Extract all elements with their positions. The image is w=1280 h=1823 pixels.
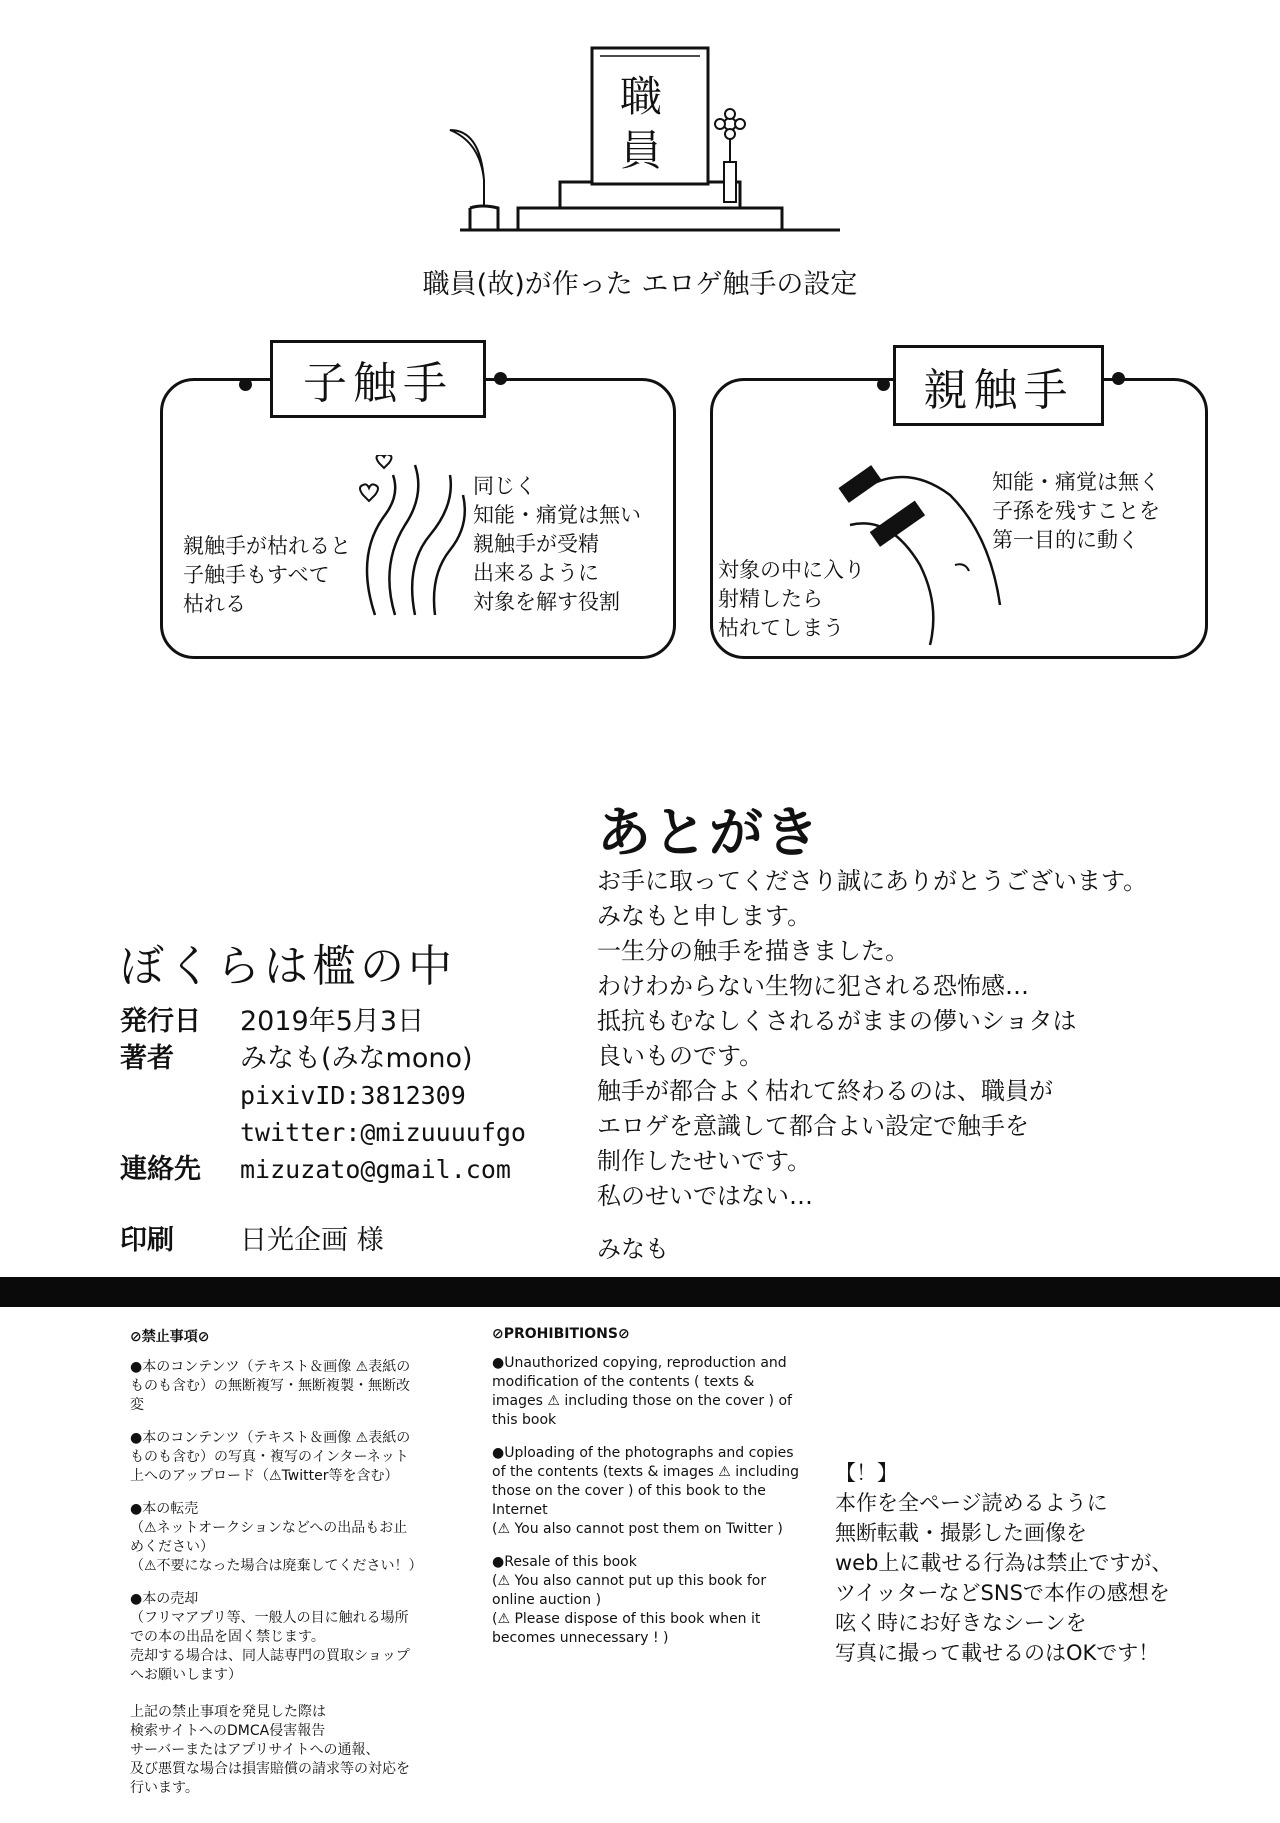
colophon-value: mizuzato@gmail.com: [240, 1155, 511, 1184]
prohibition-jp-item: ●本の転売 （⚠ネットオークションなどへの出品もお止めください） （⚠不要になった場合は廃棄してください！）: [130, 1501, 423, 1574]
afterword-signature: みなも: [597, 1235, 669, 1263]
print-row: [120, 1222, 384, 1259]
sns-notice-line: 写真に撮って載せるのはOKです！: [835, 1641, 1160, 1665]
label-dot-right: [494, 372, 507, 385]
prohibition-en-item: ●Uploading of the photographs and copies of the contents (texts & images ⚠ including those on the cover ) of this book to the Internet (⚠ You also cannot post them on Twitter ): [492, 1445, 800, 1537]
colophon-row: [120, 1003, 526, 1040]
colophon-row: [120, 1114, 526, 1151]
colophon-rows: [120, 1003, 526, 1188]
afterword-line: 制作したせいです。: [597, 1147, 812, 1175]
sns-notice-line: 呟く時にお好きなシーンを: [835, 1611, 1087, 1635]
prohibition-jp-item: ●本のコンテンツ（テキスト＆画像 ⚠表紙のものも含む）の無断複写・無断複製・無断改変: [130, 1359, 411, 1413]
label-dot-left-2: [877, 378, 890, 391]
afterword-line: 良いものです。: [597, 1042, 764, 1070]
colophon-row: [120, 1151, 526, 1188]
prohibitions-en-heading: ⊘PROHIBITIONS⊘: [492, 1326, 630, 1342]
sns-notice-line: web上に載せる行為は禁止ですが、: [835, 1551, 1173, 1575]
child-tentacle-left-text: 親触手が枯れると 子触手もすべて 枯れる: [183, 534, 351, 616]
prohibitions-jp-footer: 上記の禁止事項を発見した際は 検索サイトへのDMCA侵害報告 サーバーまたはアプリサイトへの通報、 及び悪質な場合は損害賠償の請求等の対応を行います。: [130, 1704, 410, 1796]
afterword-line: 抵抗もむなしくされるがままの儚いショタは: [597, 1007, 1077, 1035]
sns-notice-heading: 【！】: [835, 1461, 898, 1485]
sns-notice: [835, 1458, 1265, 1668]
book-title: ぼくらは檻の中: [120, 941, 456, 992]
prohibition-jp-item: ●本の売却 （フリマアプリ等、一般人の目に触れる場所での本の出品を固く禁じます。 売却する場合は、同人誌専門の買取ショップへお願いします）: [130, 1591, 410, 1683]
colophon-row: [120, 1077, 526, 1114]
colophon-value: pixivID:3812309: [240, 1081, 466, 1110]
afterword-line: わけわからない生物に犯される恐怖感…: [597, 972, 1029, 1000]
sns-notice-line: ツイッターなどSNSで本作の感想を: [835, 1581, 1170, 1605]
colophon-label: [120, 1077, 240, 1114]
child-tentacle-drawing: [345, 455, 475, 625]
top-caption: 職員(故)が作った エロゲ触手の設定: [422, 269, 858, 300]
afterword-line: エロゲを意識して都合よい設定で触手を: [597, 1112, 1029, 1140]
colophon-label: 連絡先: [120, 1154, 201, 1185]
colophon-label: 著者: [120, 1043, 174, 1074]
parent-tentacle-right-text: 知能・痛覚は無く 子孫を残すことを 第一目的に動く: [992, 470, 1160, 552]
print-label: 印刷: [120, 1225, 174, 1256]
prohibitions-jp-heading: ⊘禁止事項⊘: [130, 1329, 210, 1345]
divider-bar: [0, 1277, 1280, 1307]
label-dot-left: [239, 378, 252, 391]
colophon-value: みなも(みなmono): [240, 1043, 473, 1074]
afterword-body: [597, 864, 1147, 1214]
colophon-label: 発行日: [120, 1006, 201, 1037]
label-dot-right-2: [1112, 372, 1125, 385]
prohibition-jp-item: ●本のコンテンツ（テキスト＆画像 ⚠表紙のものも含む）の写真・複写のインターネット上へのアップロード（⚠Twitter等を含む）: [130, 1430, 411, 1484]
child-tentacle-right-text: 同じく 知能・痛覚は無い 親触手が受精 出来るように 対象を解す役割: [473, 474, 641, 614]
grave-inscription-2: 員: [620, 126, 663, 175]
child-tentacle-label: 子触手: [270, 340, 486, 418]
parent-tentacle-label: 親触手: [893, 345, 1104, 426]
prohibition-en-item: ●Unauthorized copying, reproduction and modification of the contents ( texts & images ⚠ including those on the cover ) of this book: [492, 1355, 792, 1428]
grave-inscription-1: 職: [620, 72, 663, 121]
prohibitions-jp: [130, 1326, 423, 1798]
colophon-row: [120, 1040, 526, 1077]
print-value: 日光企画 様: [240, 1225, 384, 1256]
sns-notice-line: 本作を全ページ読めるように: [835, 1491, 1108, 1515]
prohibition-en-item: ●Resale of this book (⚠ You also cannot put up this book for online auction ) (⚠ Please dispose of this book when it becomes unnecessary ! ): [492, 1554, 767, 1646]
colophon-value: twitter:@mizuuuufgo: [240, 1118, 526, 1147]
afterword-line: みなもと申します。: [597, 902, 812, 930]
colophon-value: 2019年5月3日: [240, 1006, 425, 1037]
sns-notice-line: 無断転載・撮影した画像を: [835, 1521, 1087, 1545]
colophon-label: [120, 1114, 240, 1151]
prohibitions-en: [492, 1326, 807, 1648]
afterword-heading: あとがき: [597, 801, 821, 864]
parent-tentacle-left-text: 対象の中に入り 射精したら 枯れてしまう: [718, 558, 865, 640]
afterword-line: 一生分の触手を描きました。: [597, 937, 909, 965]
afterword-line: 私のせいではない…: [597, 1182, 813, 1210]
afterword-line: お手に取ってくださり誠にありがとうございます。: [597, 867, 1148, 895]
afterword-line: 触手が都合よく枯れて終わるのは、職員が: [597, 1077, 1053, 1105]
